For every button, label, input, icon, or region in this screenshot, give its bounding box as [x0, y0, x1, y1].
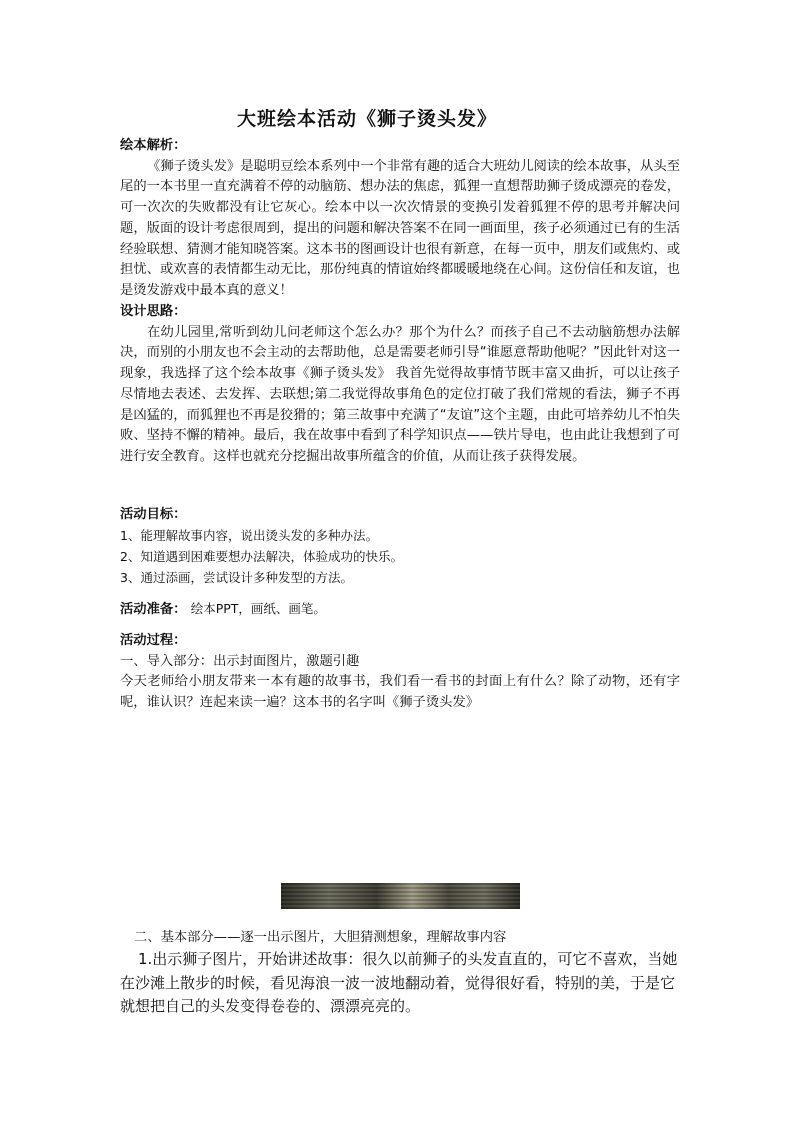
process-part2-text: 1.出示狮子图片，开始讲述故事：很久以前狮子的头发直直的，可它不喜欢，当她在沙滩上散步的时候，看见海浪一波一波地翻动着，觉得很好看，特别的美，于是它就想把自己的头发变得卷卷的、漂漂亮亮的。 — [120, 950, 678, 1015]
analysis-text: 《狮子烫头发》是聪明豆绘本系列中一个非常有趣的适合大班幼儿阅读的绘本故事，从头至尾的一本书里一直充满着不停的动脑筋、想办法的焦虑，狐狸一直想帮助狮子烫成漂亮的卷发，可一次次的失败都没有让它灰心。绘本中以一次次情景的变换引发着狐狸不停的思考并解决问题，版面的设计考虑很周到，提出的问题和解决答案不在同一画面里，孩子必须通过已有的生活经验联想、猜测才能知晓答案。这本书的图画设计也很有新意，在每一页中，朋友们或焦灼、或担忧、或欢喜的表情都生动无比，那份纯真的情谊始终都暖暖地绕在心间。这份信任和友谊，也是烫发游戏中最本真的意义！ — [120, 158, 680, 298]
design-text: 在幼儿园里,常听到幼儿问老师这个怎么办？那个为什么？而孩子自己不去动脑筋想办法解决，而别的小朋友也不会主动的去帮助他，总是需要老师引导“谁愿意帮助他呢？”因此针对这一现象，我选择了这个绘本故事《狮子烫头发》 我首先觉得故事情节既丰富又曲折，可以让孩子尽情地去表述、去发挥、去联想;第二我觉得故事角色的定位打破了我们常规的看法，狮子不再是凶猛的，而狐狸也不再是狡猾的；第三故事中充满了“友谊”这个主题，由此可培养幼儿不怕失败、坚持不懈的精神。最后，我在故事中看到了科学知识点——铁片导电，也由此让我想到了可进行安全教育。这样也就充分挖掘出故事所蕴含的价值，从而让孩子获得发展。 — [120, 324, 680, 464]
goal-item: 3、通过添画，尝试设计多种发型的方法。 — [120, 570, 353, 585]
analysis-heading: 绘本解析： — [120, 138, 187, 153]
goals-heading: 活动目标： — [120, 507, 187, 522]
process-part1-text: 今天老师给小朋友带来一本有趣的故事书，我们看一看书的封面上有什么？除了动物，还有字呢，谁认识？连起来读一遍？这本书的名字叫《狮子烫头发》 — [120, 674, 680, 711]
process-section — [120, 631, 680, 714]
process-heading: 活动过程： — [120, 633, 187, 648]
goal-item: 2、知道遇到困难要想办法解决，体验成功的快乐。 — [120, 549, 403, 564]
analysis-section — [120, 136, 680, 302]
page-title: 大班绘本活动《狮子烫头发》 — [236, 108, 497, 130]
design-section — [120, 302, 680, 468]
story-illustration-image — [281, 883, 520, 909]
prep-text: 绘本PPT，画纸、画笔。 — [190, 601, 326, 616]
prep-section — [120, 599, 680, 621]
goals-section — [120, 504, 680, 588]
goal-item: 1、能理解故事内容，说出烫头发的多种办法。 — [120, 528, 378, 543]
design-heading: 设计思路： — [120, 304, 187, 319]
process-part1-title: 一、导入部分：出示封面图片，激题引趣 — [120, 653, 360, 669]
process-part2-title: 二、基本部分——逐一出示图片，大胆猜测想象，理解故事内容 — [134, 930, 507, 945]
prep-heading: 活动准备： — [120, 602, 187, 617]
